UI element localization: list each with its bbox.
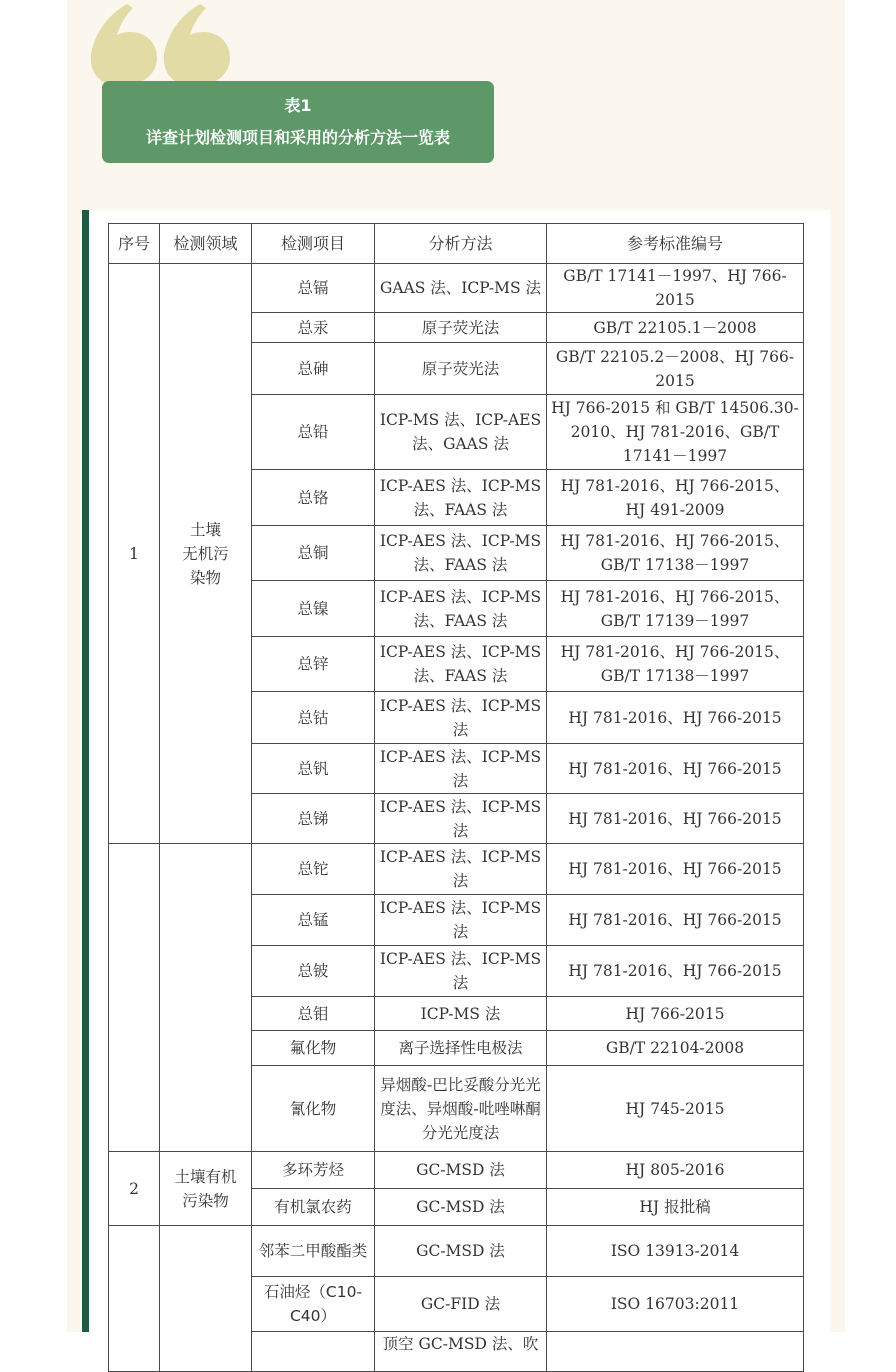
table-row [109, 844, 804, 895]
standard-cell [547, 1332, 804, 1372]
standard-cell: HJ 781-2016、HJ 766-2015、GB/T 17138－1997 [547, 637, 804, 692]
analysis-methods-table [108, 223, 804, 1372]
method-cell: 顶空 GC-MSD 法、吹 [375, 1332, 547, 1372]
item-cell: 邻苯二甲酸酯类 [252, 1226, 375, 1277]
header-cell: 分析方法 [375, 224, 547, 264]
group-number [109, 1226, 160, 1372]
method-cell: ICP-AES 法、ICP-MS 法、FAAS 法 [375, 470, 547, 526]
method-cell: ICP-AES 法、ICP-MS 法 [375, 692, 547, 744]
item-cell: 氟化物 [252, 1031, 375, 1066]
standard-cell: HJ 781-2016、HJ 766-2015 [547, 844, 804, 895]
item-cell: 总汞 [252, 313, 375, 343]
standard-cell: ISO 13913-2014 [547, 1226, 804, 1277]
method-cell: ICP-AES 法、ICP-MS 法 [375, 844, 547, 895]
quote-icon [160, 2, 232, 88]
method-cell: ICP-AES 法、ICP-MS 法 [375, 895, 547, 946]
standard-cell: HJ 781-2016、HJ 766-2015、GB/T 17139－1997 [547, 581, 804, 637]
standard-cell: GB/T 22104-2008 [547, 1031, 804, 1066]
item-cell: 石油烃（C10-C40） [252, 1277, 375, 1332]
standard-cell: GB/T 22105.1－2008 [547, 313, 804, 343]
method-cell: ICP-AES 法、ICP-MS 法 [375, 744, 547, 794]
method-cell: 异烟酸-巴比妥酸分光光度法、异烟酸-吡唑啉酮分光光度法 [375, 1066, 547, 1152]
item-cell: 氰化物 [252, 1066, 375, 1152]
item-cell: 总铬 [252, 470, 375, 526]
standard-cell: HJ 781-2016、HJ 766-2015 [547, 744, 804, 794]
standard-cell: HJ 766-2015 和 GB/T 14506.30-2010、HJ 781-2016、GB/T 17141－1997 [547, 395, 804, 470]
header-cell: 参考标准编号 [547, 224, 804, 264]
table-title: 详查计划检测项目和采用的分析方法一览表 [145, 128, 450, 147]
method-cell: GC-MSD 法 [375, 1226, 547, 1277]
group-number: 2 [109, 1152, 160, 1226]
method-cell: 原子荧光法 [375, 313, 547, 343]
item-cell: 总钴 [252, 692, 375, 744]
item-cell: 有机氯农药 [252, 1189, 375, 1226]
group-number: 1 [109, 264, 160, 844]
item-cell: 总镍 [252, 581, 375, 637]
table-number: 表1 [284, 96, 312, 115]
method-cell: ICP-MS 法、ICP-AES 法、GAAS 法 [375, 395, 547, 470]
standard-cell: HJ 766-2015 [547, 997, 804, 1031]
group-domain [160, 1226, 252, 1372]
method-cell: 离子选择性电极法 [375, 1031, 547, 1066]
group-number [109, 844, 160, 1152]
group-domain: 土壤 无机污 染物 [160, 264, 252, 844]
table-caption-banner [102, 81, 494, 163]
standard-cell: HJ 781-2016、HJ 766-2015 [547, 692, 804, 744]
header-cell: 序号 [109, 224, 160, 264]
method-cell: ICP-AES 法、ICP-MS 法 [375, 794, 547, 844]
method-cell: ICP-AES 法、ICP-MS 法、FAAS 法 [375, 637, 547, 692]
item-cell: 总砷 [252, 343, 375, 395]
standard-cell: GB/T 22105.2－2008、HJ 766-2015 [547, 343, 804, 395]
method-cell: GC-MSD 法 [375, 1189, 547, 1226]
quote-icon [87, 2, 159, 88]
method-cell: ICP-AES 法、ICP-MS 法、FAAS 法 [375, 581, 547, 637]
standard-cell: HJ 781-2016、HJ 766-2015 [547, 946, 804, 997]
method-cell: GAAS 法、ICP-MS 法 [375, 264, 547, 313]
item-cell [252, 1332, 375, 1372]
table-row [109, 1152, 804, 1189]
method-cell: ICP-AES 法、ICP-MS 法、FAAS 法 [375, 526, 547, 581]
item-cell: 总钼 [252, 997, 375, 1031]
standard-cell: HJ 805-2016 [547, 1152, 804, 1189]
method-cell: 原子荧光法 [375, 343, 547, 395]
accent-bar [82, 210, 89, 1332]
method-cell: GC-FID 法 [375, 1277, 547, 1332]
standard-cell: HJ 报批稿 [547, 1189, 804, 1226]
header-cell: 检测领域 [160, 224, 252, 264]
item-cell: 总钒 [252, 744, 375, 794]
method-cell: GC-MSD 法 [375, 1152, 547, 1189]
standard-cell: ISO 16703:2011 [547, 1277, 804, 1332]
item-cell: 总锌 [252, 637, 375, 692]
group-domain: 土壤有机 污染物 [160, 1152, 252, 1226]
standard-cell: HJ 781-2016、HJ 766-2015 [547, 895, 804, 946]
header-cell: 检测项目 [252, 224, 375, 264]
table-row [109, 1226, 804, 1277]
item-cell: 总铜 [252, 526, 375, 581]
method-cell: ICP-AES 法、ICP-MS 法 [375, 946, 547, 997]
standard-cell: HJ 745-2015 [547, 1066, 804, 1152]
item-cell: 总镉 [252, 264, 375, 313]
standard-cell: HJ 781-2016、HJ 766-2015、HJ 491-2009 [547, 470, 804, 526]
item-cell: 多环芳烃 [252, 1152, 375, 1189]
group-domain [160, 844, 252, 1152]
method-cell: ICP-MS 法 [375, 997, 547, 1031]
standard-cell: HJ 781-2016、HJ 766-2015 [547, 794, 804, 844]
item-cell: 总锑 [252, 794, 375, 844]
standard-cell: HJ 781-2016、HJ 766-2015、GB/T 17138－1997 [547, 526, 804, 581]
standard-cell: GB/T 17141－1997、HJ 766-2015 [547, 264, 804, 313]
table-header-row [109, 224, 804, 264]
table-row [109, 264, 804, 313]
item-cell: 总铊 [252, 844, 375, 895]
item-cell: 总铍 [252, 946, 375, 997]
item-cell: 总铅 [252, 395, 375, 470]
item-cell: 总锰 [252, 895, 375, 946]
